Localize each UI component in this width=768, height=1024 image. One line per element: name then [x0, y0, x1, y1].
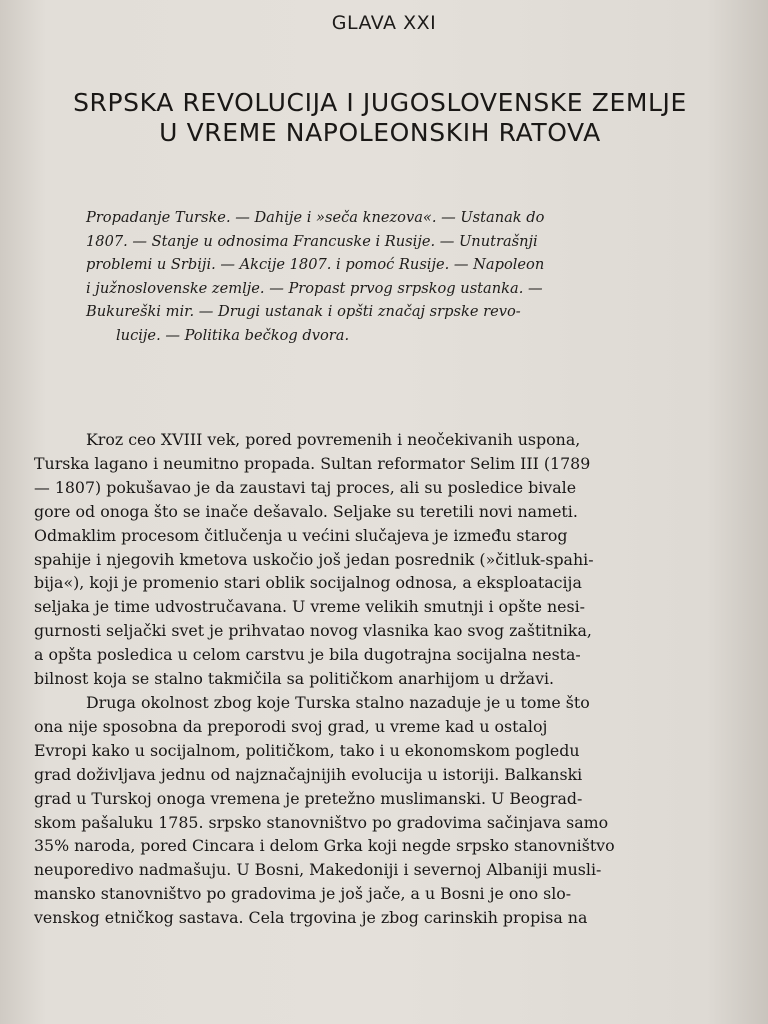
body-text — [34, 428, 740, 930]
body-line: gurnosti seljački svet je prihvatao novog vlasnika kao svog zaštitnika, — [34, 621, 592, 641]
summary-line: Propadanje Turske. — Dahije i »seča knezova«. — Ustanak do — [86, 209, 545, 226]
body-line: spahije i njegovih kmetova uskočio još jedan posrednik (»čitluk-spahi- — [34, 549, 594, 569]
body-line: venskog etničkog sastava. Cela trgovina je zbog carinskih propisa na — [34, 908, 588, 928]
body-line: Kroz ceo XVIII vek, pored povremenih i neočekivanih uspona, — [86, 430, 581, 449]
body-line: gore od onoga što se inače dešavalo. Seljake su teretili novi nameti. — [34, 501, 578, 521]
body-line: Druga okolnost zbog koje Turska stalno nazaduje je u tome što — [86, 692, 590, 712]
body-line: Turska lagano i neumitno propada. Sultan reformator Selim III (1789 — [34, 453, 591, 473]
body-line: 35% naroda, pored Cincara i delom Grka koji negde srpsko stanovništvo — [34, 836, 615, 856]
body-line: Evropi kako u socijalnom, političkom, tako i u ekonomskom pogledu — [34, 740, 580, 760]
chapter-title — [30, 88, 730, 148]
chapter-title-line: U VREME NAPOLEONSKIH RATOVA — [159, 118, 601, 147]
chapter-label: GLAVA XXI — [331, 12, 437, 34]
body-line: a opšta posledica u celom carstvu je bila dugotrajna socijalna nesta- — [34, 645, 581, 665]
body-line: neuporedivo nadmašuju. U Bosni, Makedoniji i severnoj Albaniji musli- — [34, 860, 602, 880]
summary-line: Bukureški mir. — Drugi ustanak i opšti značaj srpske revo- — [86, 303, 521, 320]
body-line: grad u Turskoj onoga vremena je pretežno muslimanski. U Beograd- — [34, 788, 583, 808]
body-line: bija«), koji je promenio stari oblik socijalnog odnosa, a eksploatacija — [34, 573, 582, 593]
body-line: mansko stanovništvo po gradovima je još jače, a u Bosni je ono slo- — [34, 884, 572, 904]
body-line: seljaka je time udvostručavana. U vreme velikih smutnji i opšte nesi- — [34, 597, 585, 617]
chapter-title-line: SRPSKA REVOLUCIJA I JUGOSLOVENSKE ZEMLJE — [73, 88, 687, 117]
body-line: ona nije sposobna da preporodi svoj grad, u vreme kad u ostaloj — [34, 716, 548, 736]
summary-line: problemi u Srbiji. — Akcije 1807. i pomoć Rusije. — Napoleon — [86, 256, 545, 273]
chapter-summary — [86, 206, 698, 347]
summary-line: i južnoslovenske zemlje. — Propast prvog srpskog ustanka. — — [86, 279, 543, 297]
body-line: Odmaklim procesom čitlučenja u većini slučajeva je između starog — [34, 525, 568, 545]
body-line: grad doživljava jednu od najznačajnijih evolucija u istoriji. Balkanski — [34, 764, 583, 784]
body-line: skom pašaluku 1785. srpsko stanovništvo po gradovima sačinjava samo — [34, 812, 609, 832]
summary-line: 1807. — Stanje u odnosima Francuske i Rusije. — Unutrašnji — [86, 232, 538, 250]
body-line: — 1807) pokušavao je da zaustavi taj proces, ali su posledice bivale — [34, 477, 577, 497]
summary-line: lucije. — Politika bečkog dvora. — [116, 326, 350, 344]
body-line: bilnost koja se stalno takmičila sa političkom anarhijom u državi. — [34, 669, 555, 689]
